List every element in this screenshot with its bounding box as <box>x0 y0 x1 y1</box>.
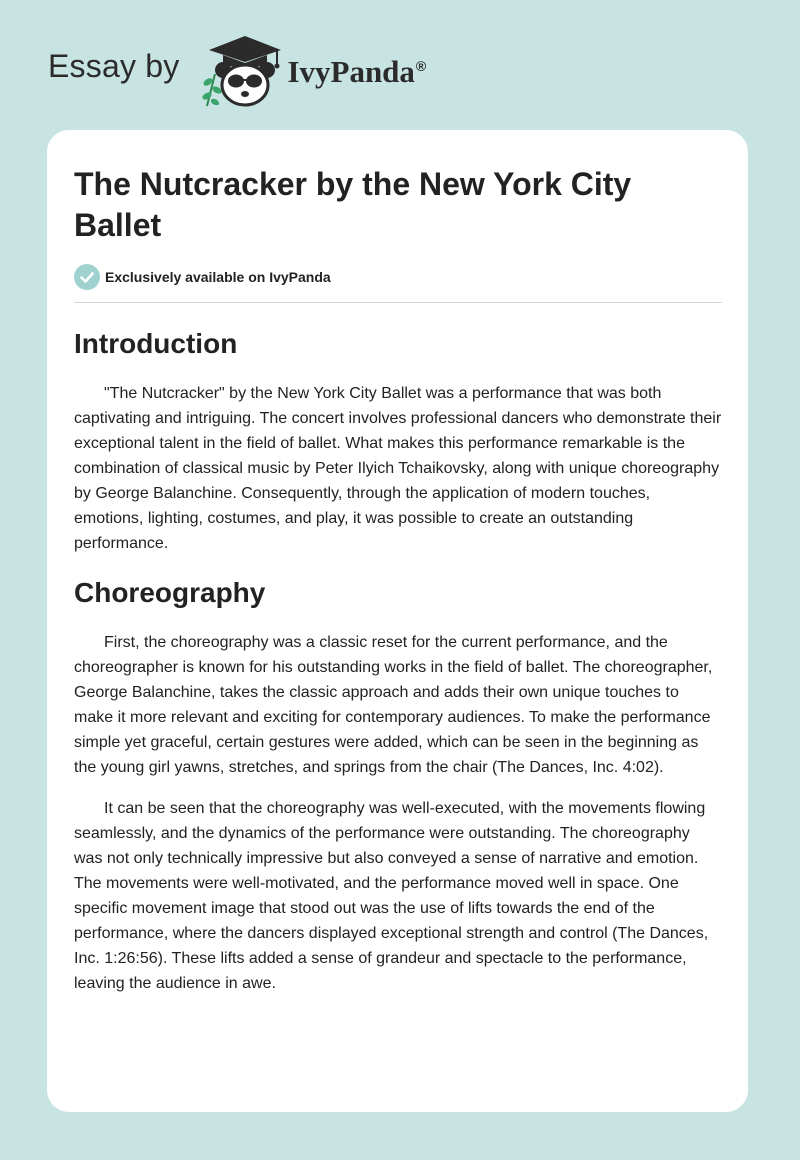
paragraph: It can be seen that the choreography was well-executed, with the movements flowing seamlessly, and the dynamics of the performance were outstanding. The choreography was not only technically impressive but also conveyed a sense of narrative and emotion. The movements were well-motivated, and the performance moved well in space. One specific movement image that stood out was the use of lifts towards the end of the performance, where the dancers displayed exceptional strength and control (The Dances, Inc. 1:26:56). These lifts added a sense of grandeur and spectacle to the performance, leaving the audience in awe. <box>74 800 709 992</box>
section-choreography <box>74 574 722 996</box>
section-heading: Introduction <box>74 328 238 359</box>
essay-by-label: Essay by <box>48 47 180 84</box>
essay-card <box>47 130 748 1112</box>
check-circle-icon <box>74 264 100 290</box>
section-heading: Choreography <box>74 577 266 608</box>
registered-mark: ® <box>415 57 427 74</box>
section-introduction <box>74 325 722 556</box>
exclusive-badge <box>74 264 722 290</box>
site-header <box>48 30 426 110</box>
essay-title: The Nutcracker by the New York City Ballet <box>74 166 632 243</box>
brand-name <box>287 54 426 90</box>
paragraph: "The Nutcracker" by the New York City Ballet was a performance that was both captivating and intriguing. The concert involves professional dancers who demonstrate their exceptional talent in the field of ballet. What makes this performance remarkable is the combination of classical music by Peter Ilyich Tchaikovsky, along with unique choreography by George Balanchine. Consequently, through the application of modern touches, emotions, lighting, costumes, and play, it was possible to create an outstanding performance. <box>74 385 722 552</box>
panda-graduate-logo-icon <box>193 30 285 110</box>
brand-name-text: IvyPanda <box>287 54 415 89</box>
exclusive-badge-label: Exclusively available on IvyPanda <box>105 269 331 285</box>
paragraph: First, the choreography was a classic reset for the current performance, and the choreographer is known for his outstanding works in the field of ballet. The choreographer, George Balanchine, takes the classic approach and adds their own unique touches to make it more relevant and exciting for contemporary audiences. To make the performance simple yet graceful, certain gestures were added, which can be seen in the beginning as the young girl yawns, stretches, and springs from the chair (The Dances, Inc. 4:02). <box>74 634 713 776</box>
title-divider <box>74 302 722 303</box>
